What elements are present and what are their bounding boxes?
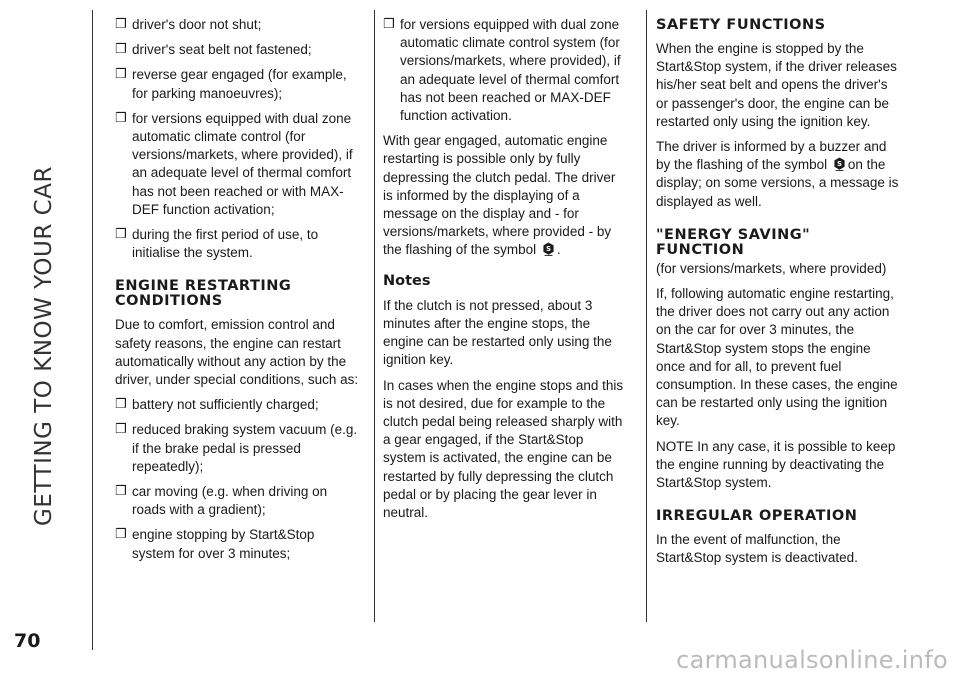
irregular-operation-heading: IRREGULAR OPERATION (656, 508, 858, 525)
buzzer-text-start: The driver is informed by a buzzer and by the flashing of the symbol (656, 139, 887, 173)
list-item (115, 41, 360, 59)
list-item (383, 16, 628, 125)
column-2 (383, 16, 628, 529)
checkbox-bullet-icon: ❒ (115, 527, 127, 543)
restart-intro-paragraph: Due to comfort, emission control and safety reasons, the engine can restart automatically without any action by the driver, under special conditions, such as: (115, 317, 359, 388)
list-item (115, 483, 360, 519)
checkbox-bullet-icon: ❒ (115, 67, 127, 83)
list-item-text: driver's door not shut; (132, 17, 262, 32)
checkbox-bullet-icon: ❒ (115, 422, 127, 438)
list-item (115, 16, 360, 34)
list-item (115, 526, 360, 562)
clutch-not-pressed-paragraph: If the clutch is not pressed, about 3 minutes after the engine stops, the engine can be restarted only using the ignition key. (383, 297, 612, 368)
list-item-text: for versions equipped with dual zone automatic climate control (for versions/markets, where provided), if an adequate level of thermal comfort has not been reached or with MAX-DEF function activation; (132, 110, 353, 217)
column-divider-1 (374, 10, 375, 622)
checkbox-bullet-icon: ❒ (383, 17, 395, 32)
list-item-text: engine stopping by Start&Stop system for over 3 minutes; (132, 527, 315, 561)
note-paragraph: NOTE In any case, it is possible to keep the engine running by deactivating the Start&Stop system. (656, 438, 896, 491)
energy-saving-heading: "ENERGY SAVING" FUNCTION (656, 226, 811, 258)
buzzer-paragraph (656, 138, 901, 211)
list-item-text: driver's seat belt not fastened; (132, 42, 312, 58)
start-stop-warning-icon (833, 157, 846, 171)
gear-engaged-paragraph (383, 132, 628, 259)
column-1 (115, 16, 360, 570)
list-item-text: during the first period of use, to initialise the system. (132, 227, 319, 261)
list-item-text: reverse gear engaged (for example, for parking manoeuvres); (132, 67, 347, 101)
list-item (115, 396, 360, 414)
safety-functions-paragraph: When the engine is stopped by the Start&Stop system, if the driver releases his/her seat belt and opens the driver's or passenger's door, the engine can be restarted only using the ignition key. (656, 41, 897, 129)
column-divider-2 (646, 10, 647, 622)
list-item (115, 66, 360, 102)
list-item-text: for versions equipped with dual zone automatic climate control system (for versions/markets, where provided), if an adequate level of thermal comfort has not been reached or MAX-DEF function activation. (400, 17, 621, 124)
checkbox-bullet-icon: ❒ (115, 484, 127, 500)
gear-engaged-period: . (556, 242, 561, 258)
page-number: 70 (14, 630, 41, 652)
checkbox-bullet-icon: ❒ (115, 17, 127, 32)
engine-restarting-heading: ENGINE RESTARTING CONDITIONS (115, 278, 292, 310)
list-item-text: battery not sufficiently charged; (132, 397, 319, 413)
side-divider (92, 10, 93, 650)
unwanted-stop-paragraph: In cases when the engine stops and this is not desired, due for example to the clutch pedal being released sharply with a gear engaged, if the Start&Stop system is activated, the engine can be restarted by fully depressing the clutch pedal or by placing the gear lever in neutral. (383, 377, 624, 521)
watermark: carmanualsonline.info (676, 646, 948, 674)
list-item (115, 421, 360, 476)
checkbox-bullet-icon: ❒ (115, 42, 127, 58)
start-stop-warning-icon (542, 242, 555, 256)
chapter-side-title: GETTING TO KNOW YOUR CAR (31, 166, 57, 526)
checkbox-bullet-icon: ❒ (115, 110, 127, 126)
checkbox-bullet-icon: ❒ (115, 227, 127, 243)
column-3 (656, 16, 901, 575)
svg-text:S: S (836, 160, 842, 169)
gear-engaged-text: With gear engaged, automatic engine restarting is possible only by fully depressing the clutch pedal. The driver is informed by the displaying of a message on the display and - for versions/markets, where provided - by the flashing of the symbol (383, 133, 616, 258)
list-item-text: reduced braking system vacuum (e.g. if the brake pedal is pressed repeatedly); (132, 422, 358, 474)
notes-heading: Notes (383, 272, 431, 289)
svg-text:S: S (545, 245, 551, 254)
energy-saving-subheading: (for versions/markets, where provided) (656, 260, 887, 276)
list-item-text: car moving (e.g. when driving on roads with a gradient); (132, 484, 328, 518)
checkbox-bullet-icon: ❒ (115, 397, 127, 413)
buzzer-text-end: on the display; on some versions, a message is displayed as well. (656, 157, 899, 209)
energy-saving-paragraph: If, following automatic engine restarting, the driver does not carry out any action on the car for over 3 minutes, the Start&Stop system stops the engine once and for all, to prevent fuel consumption. In these cases, the engine can be restarted only using the ignition key. (656, 286, 898, 429)
list-item (115, 226, 360, 262)
list-item (115, 110, 360, 219)
irregular-operation-paragraph: In the event of malfunction, the Start&Stop system is deactivated. (656, 532, 858, 566)
safety-functions-heading: SAFETY FUNCTIONS (656, 17, 826, 33)
